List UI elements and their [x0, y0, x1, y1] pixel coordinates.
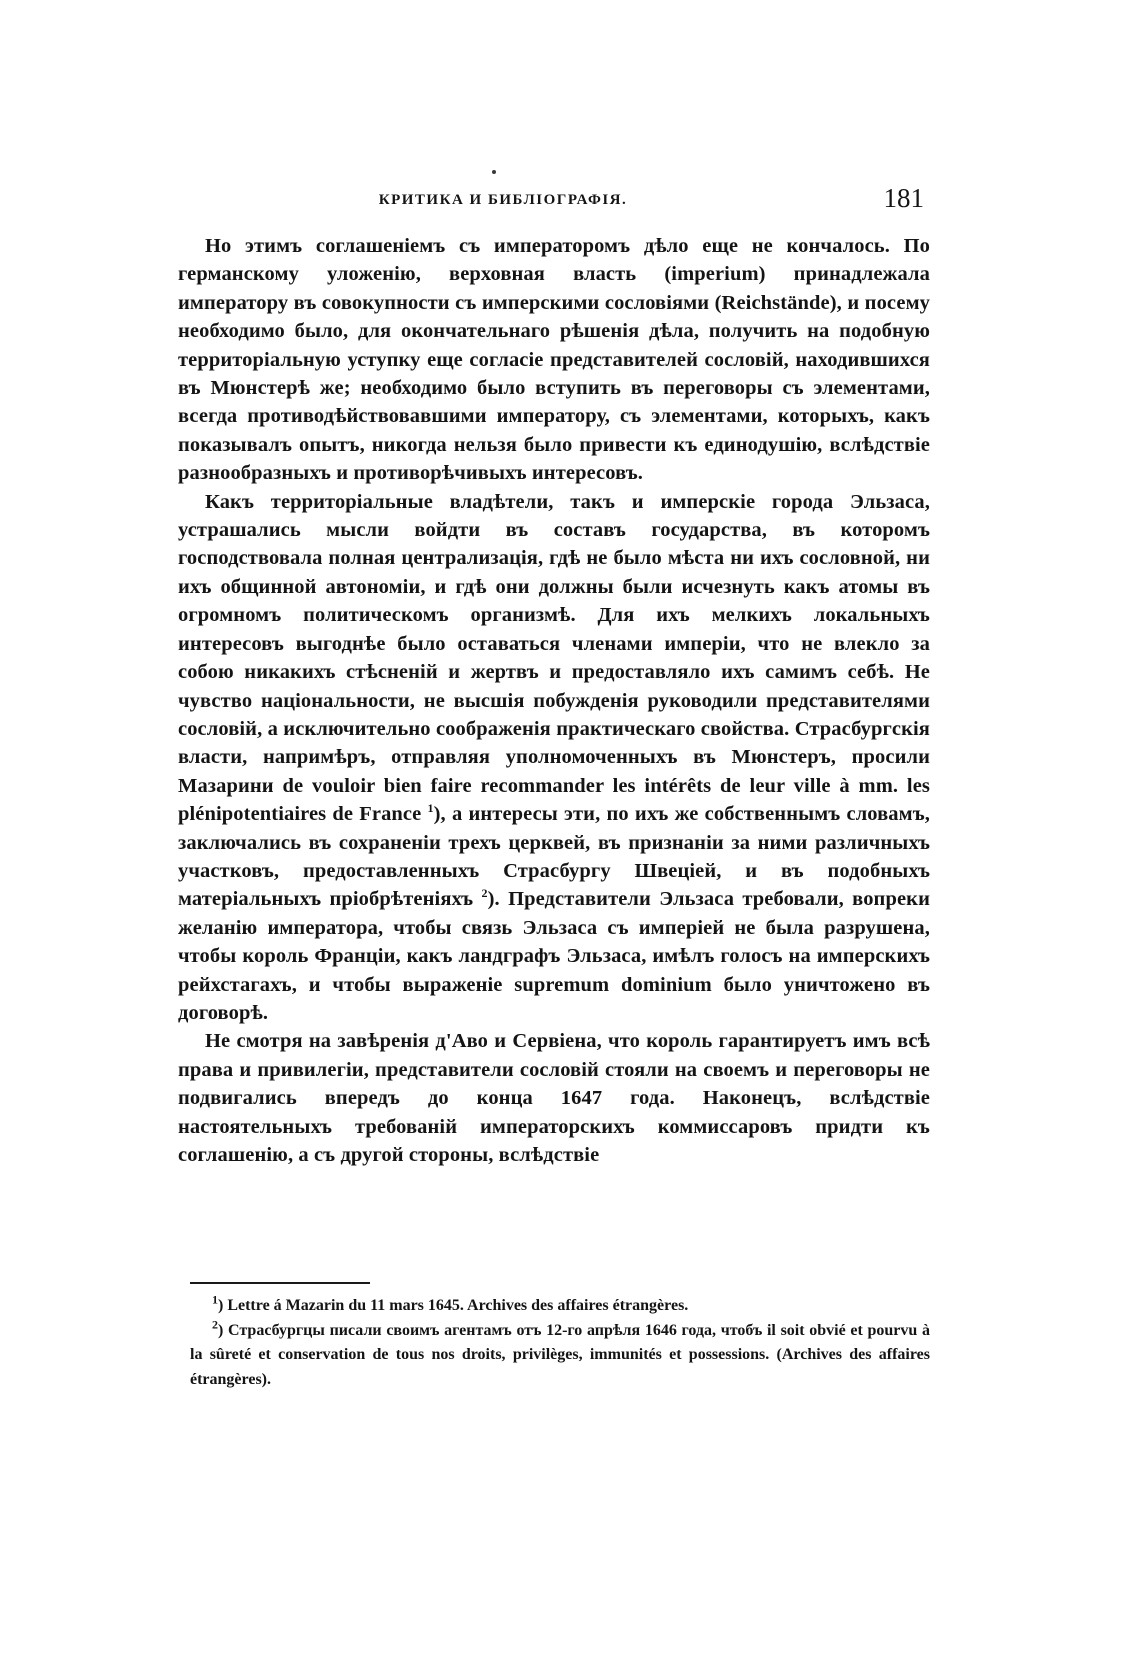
- footnote-marker-2: 2: [481, 886, 488, 901]
- footnote-divider: [190, 1282, 370, 1284]
- footnote-1: [190, 1294, 930, 1319]
- footnote-2-marker: 2: [212, 1317, 218, 1332]
- page-header: [178, 183, 924, 219]
- paragraph-2-text: Какъ территоріальные владѣтели, такъ и имперскіе города Эльзаса, устрашались мысли войдти въ составъ государства, въ которомъ господствовала полная централизація, гдѣ не было мѣста ни ихъ сословной, ни ихъ общинной автономіи, и гдѣ они должны были исчезнуть какъ атомы въ огромномъ политическомъ организмѣ. Для ихъ мелкихъ локальныхъ интересовъ выгоднѣе было оставаться членами имперіи, что не влекло за собою никакихъ стѣсненій и жертвъ и предоставляло ихъ самимъ себѣ. Не чувство національности, не высшія побужденія руководили представителями сословій, а исключительно соображенія практическаго свойства. Страсбургскія власти, напримѣръ, отправляя уполномоченныхъ въ Мюнстеръ, просили Мазарини de vouloir bien faire recommander les intérêts de leur ville à mm. les plénipotentiaires de France: [178, 490, 930, 826]
- paragraph-1: Но этимъ соглашеніемъ съ императоромъ дѣло еще не кончалось. По германскому уложенію, верховная власть (imperium) принадлежала императору въ совокупности съ имперскими сословіями (Reichstände), и посему необходимо было, для окончательнаго рѣшенія дѣла, получить на подобную территоріальную уступку еще согласіе представителей сословій, находившихся въ Мюнстерѣ же; необходимо было вступить въ переговоры съ элементами, всегда противодѣйствовавшими императору, съ элементами, которыхъ, какъ показывалъ опытъ, никогда нельзя было привести къ единодушію, вслѣдствіе разнообразныхъ и противорѣчивыхъ интересовъ.: [178, 235, 930, 485]
- paragraph-3: Не смотря на завѣренія д'Аво и Сервіена, что король гарантируетъ имъ всѣ права и привилегіи, представители сословій стояли на своемъ и переговоры не подвигались впередъ до конца 1647 года. Наконецъ, вслѣдствіе настоятельныхъ требованій императорскихъ коммиссаровъ придти къ соглашенію, а съ другой стороны, вслѣдствіе: [178, 1030, 930, 1166]
- footnote-2: [190, 1319, 930, 1393]
- paragraph-2: [178, 488, 930, 1028]
- running-title: КРИТИКА И БИБЛІОГРАФІЯ.: [378, 192, 628, 208]
- print-speck: [492, 170, 496, 174]
- main-text: [178, 232, 930, 1169]
- footnotes: [190, 1294, 930, 1392]
- paragraph-2-continuation: ), а интересы эти, по ихъ же собственнымъ словамъ, заключались въ сохраненіи трехъ церквей, въ признаніи за ними различныхъ участковъ, предоставленныхъ Страсбургу Швеціей, и въ подобныхъ матеріальныхъ пріобрѣтеніяхъ: [178, 803, 930, 911]
- footnote-marker-1: 1: [427, 801, 434, 816]
- footnote-1-text: ) Lettre á Mazarin du 11 mars 1645. Archives des affaires étrangères.: [218, 1297, 689, 1314]
- footnote-1-marker: 1: [212, 1292, 218, 1307]
- footnote-2-text: ) Страсбургцы писали своимъ агентамъ отъ 12-го апрѣля 1646 года, чтобъ il soit obvié et pourvu à la sûreté et conservation de tous nos droits, privilèges, immunités et possessions. (Archives des affaires étrangères).: [190, 1321, 930, 1388]
- paragraph-2-end: ). Представители Эльзаса требовали, вопреки желанію императора, чтобы связь Эльзаса съ имперіей не была разрушена, чтобы король Франціи, какъ ландграфъ Эльзаса, имѣлъ голосъ на имперскихъ рейхстагахъ, и чтобы выраженіе supremum dominium было уничтожено въ договорѣ.: [178, 888, 930, 1024]
- page-number: 181: [883, 183, 924, 213]
